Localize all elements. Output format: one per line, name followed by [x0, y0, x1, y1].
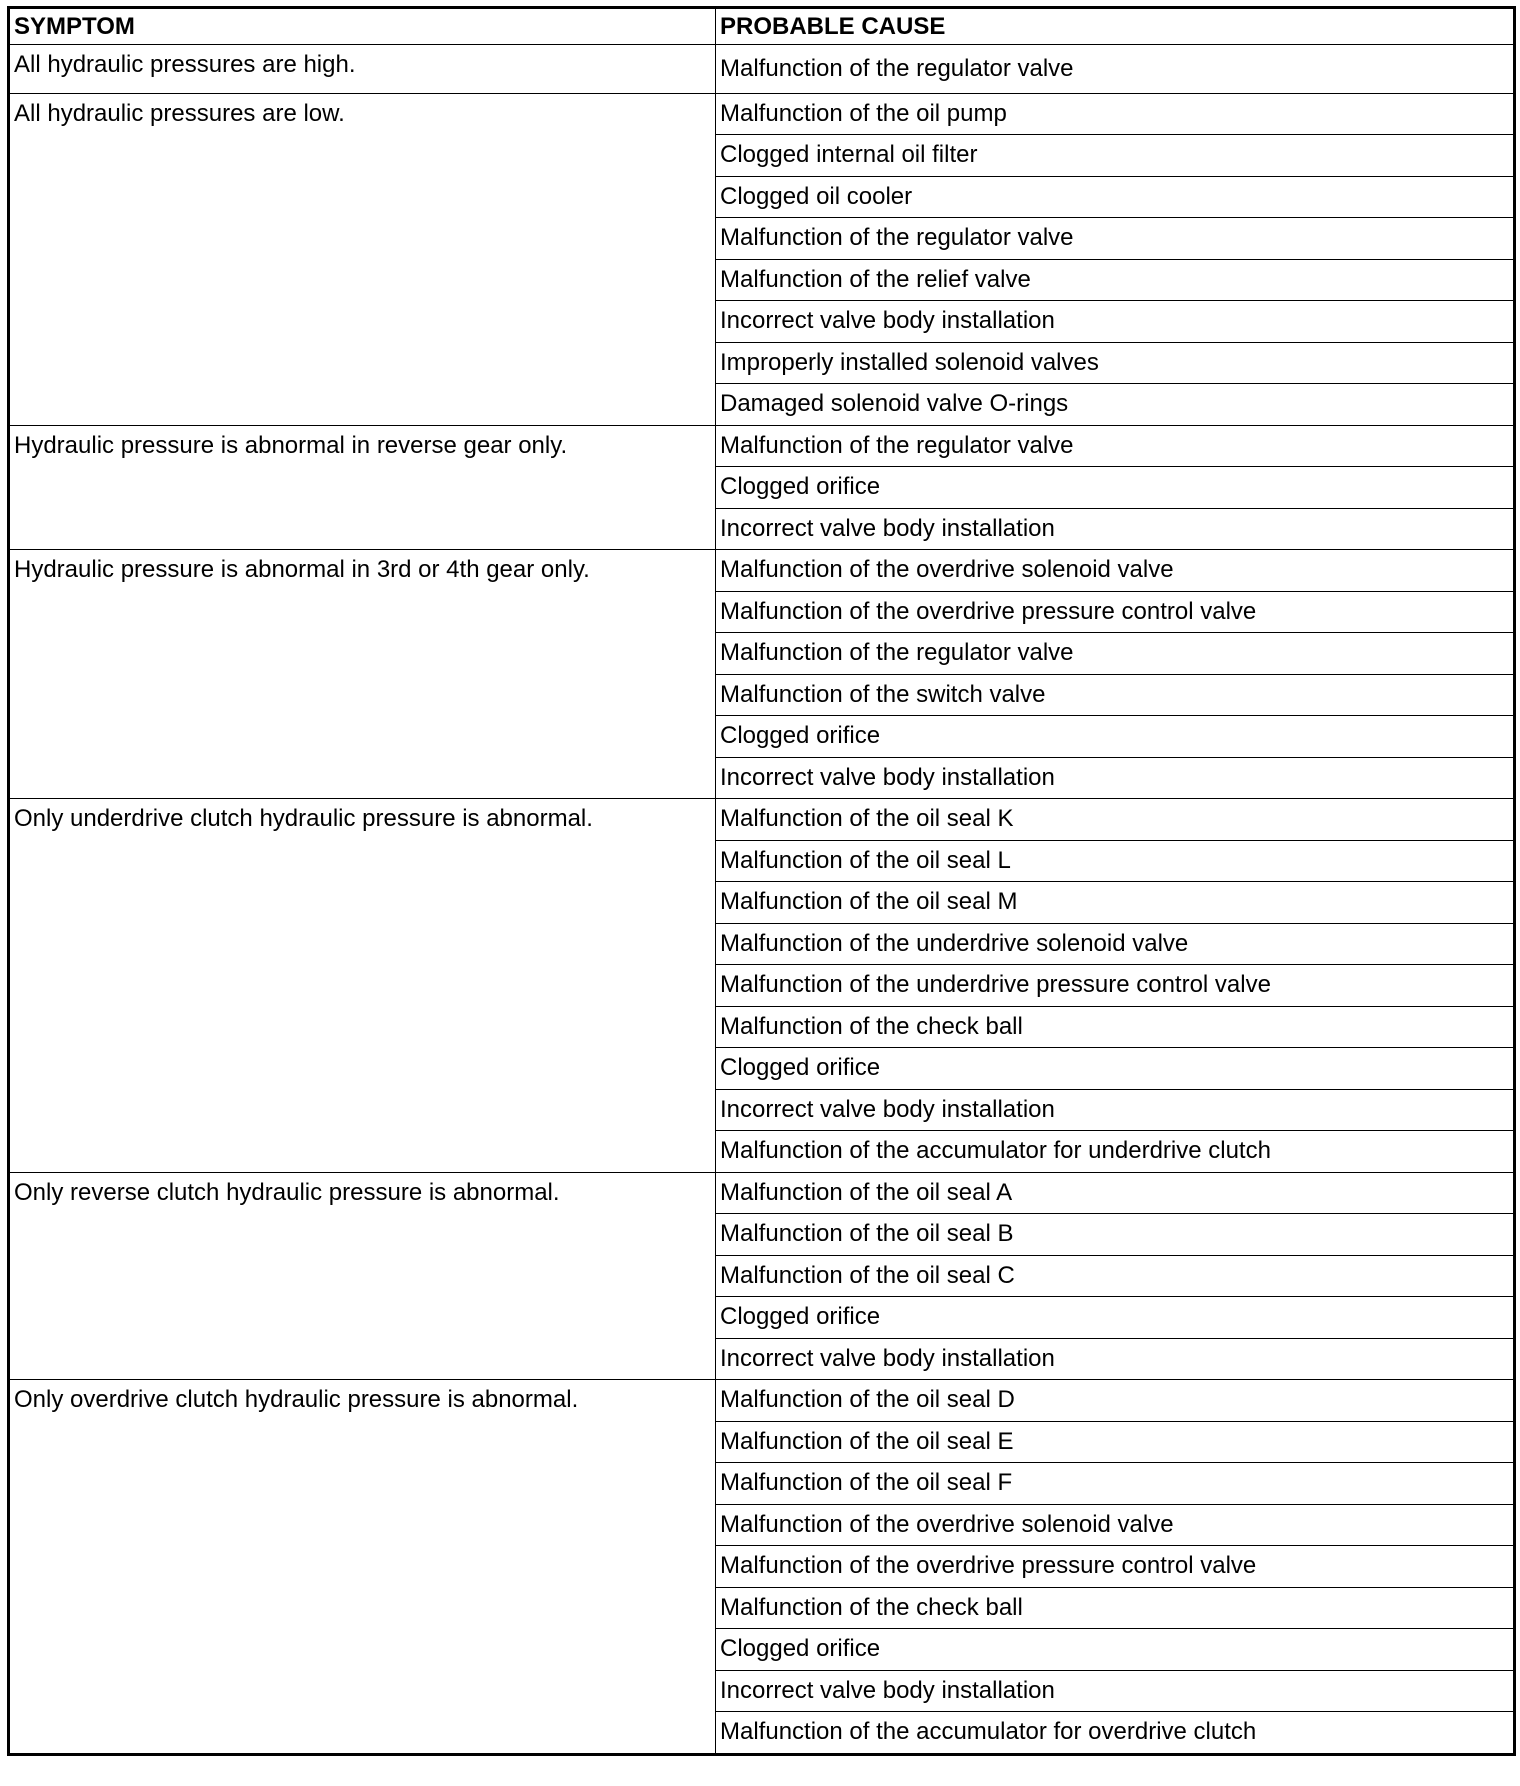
symptom-cell: Only underdrive clutch hydraulic pressure is abnormal. — [9, 799, 716, 1173]
probable-cause-cell: Malfunction of the regulator valve — [716, 218, 1515, 260]
probable-cause-cell: Clogged orifice — [716, 467, 1515, 509]
probable-cause-cell: Malfunction of the check ball — [716, 1006, 1515, 1048]
probable-cause-cell: Malfunction of the underdrive solenoid valve — [716, 923, 1515, 965]
symptom-cell: Only overdrive clutch hydraulic pressure is abnormal. — [9, 1380, 716, 1755]
troubleshooting-sheet — [7, 6, 1513, 1756]
table-row — [9, 799, 1515, 841]
probable-cause-cell: Clogged orifice — [716, 716, 1515, 758]
probable-cause-cell: Improperly installed solenoid valves — [716, 342, 1515, 384]
probable-cause-cell: Clogged oil cooler — [716, 176, 1515, 218]
probable-cause-cell: Malfunction of the oil seal C — [716, 1255, 1515, 1297]
probable-cause-cell: Incorrect valve body installation — [716, 757, 1515, 799]
probable-cause-cell: Incorrect valve body installation — [716, 508, 1515, 550]
probable-cause-cell: Malfunction of the oil seal A — [716, 1172, 1515, 1214]
probable-cause-cell: Incorrect valve body installation — [716, 1089, 1515, 1131]
probable-cause-cell: Clogged orifice — [716, 1297, 1515, 1339]
probable-cause-cell: Malfunction of the accumulator for overdrive clutch — [716, 1712, 1515, 1755]
table-row — [9, 550, 1515, 592]
symptom-column-header: SYMPTOM — [9, 8, 716, 45]
probable-cause-cell: Malfunction of the underdrive pressure control valve — [716, 965, 1515, 1007]
symptom-cell: Only reverse clutch hydraulic pressure is abnormal. — [9, 1172, 716, 1380]
probable-cause-cell: Malfunction of the oil seal F — [716, 1463, 1515, 1505]
probable-cause-cell: Malfunction of the oil seal K — [716, 799, 1515, 841]
probable-cause-column-header: PROBABLE CAUSE — [716, 8, 1515, 45]
probable-cause-cell: Malfunction of the relief valve — [716, 259, 1515, 301]
probable-cause-cell: Malfunction of the accumulator for underdrive clutch — [716, 1131, 1515, 1173]
table-row — [9, 1172, 1515, 1214]
probable-cause-cell: Malfunction of the regulator valve — [716, 425, 1515, 467]
probable-cause-cell: Malfunction of the check ball — [716, 1587, 1515, 1629]
probable-cause-cell: Malfunction of the oil seal E — [716, 1421, 1515, 1463]
symptom-cell: All hydraulic pressures are low. — [9, 93, 716, 425]
probable-cause-cell: Malfunction of the regulator valve — [716, 45, 1515, 94]
probable-cause-cell: Malfunction of the switch valve — [716, 674, 1515, 716]
probable-cause-cell: Incorrect valve body installation — [716, 1338, 1515, 1380]
probable-cause-cell: Malfunction of the overdrive solenoid valve — [716, 1504, 1515, 1546]
probable-cause-cell: Malfunction of the oil pump — [716, 93, 1515, 135]
probable-cause-cell: Malfunction of the oil seal M — [716, 882, 1515, 924]
symptom-cell: Hydraulic pressure is abnormal in 3rd or 4th gear only. — [9, 550, 716, 799]
probable-cause-cell: Incorrect valve body installation — [716, 1670, 1515, 1712]
probable-cause-cell: Malfunction of the overdrive pressure control valve — [716, 591, 1515, 633]
probable-cause-cell: Malfunction of the overdrive solenoid valve — [716, 550, 1515, 592]
symptom-cell: Hydraulic pressure is abnormal in reverse gear only. — [9, 425, 716, 550]
probable-cause-cell: Clogged orifice — [716, 1629, 1515, 1671]
probable-cause-cell: Malfunction of the overdrive pressure control valve — [716, 1546, 1515, 1588]
probable-cause-cell: Malfunction of the regulator valve — [716, 633, 1515, 675]
probable-cause-cell: Damaged solenoid valve O-rings — [716, 384, 1515, 426]
table-row — [9, 1380, 1515, 1422]
table-row — [9, 45, 1515, 94]
probable-cause-cell: Malfunction of the oil seal L — [716, 840, 1515, 882]
table-body — [9, 45, 1515, 1755]
table-header — [9, 8, 1515, 45]
header-row — [9, 8, 1515, 45]
probable-cause-cell: Clogged orifice — [716, 1048, 1515, 1090]
probable-cause-cell: Incorrect valve body installation — [716, 301, 1515, 343]
table-row — [9, 93, 1515, 135]
table-row — [9, 425, 1515, 467]
probable-cause-cell: Malfunction of the oil seal B — [716, 1214, 1515, 1256]
symptom-cause-table — [7, 6, 1516, 1756]
probable-cause-cell: Clogged internal oil filter — [716, 135, 1515, 177]
probable-cause-cell: Malfunction of the oil seal D — [716, 1380, 1515, 1422]
symptom-cell: All hydraulic pressures are high. — [9, 45, 716, 94]
